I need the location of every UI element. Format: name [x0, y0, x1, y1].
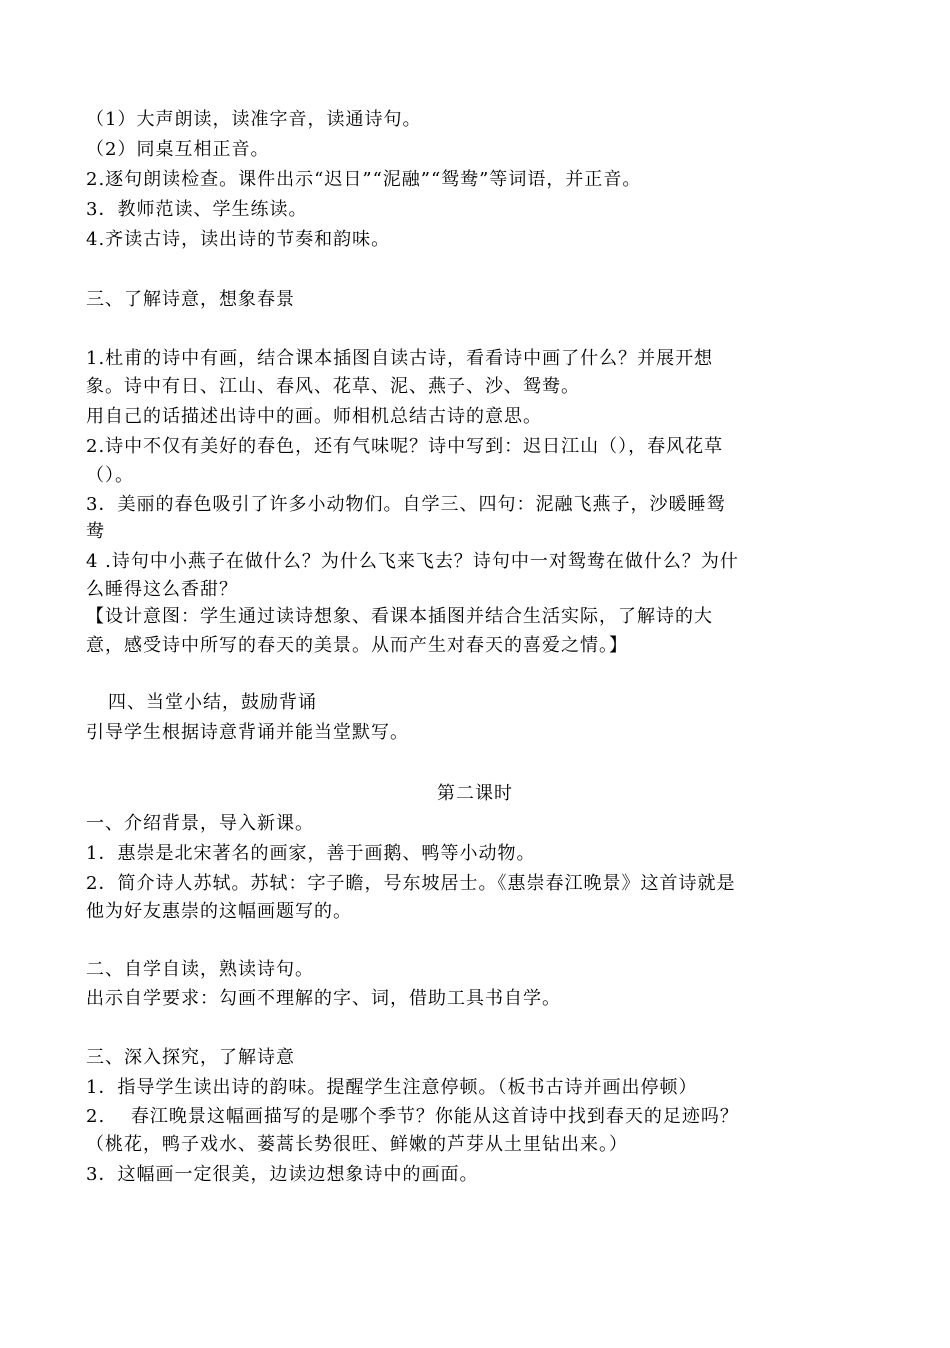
- text-line: 4.齐读古诗，读出诗的节奏和韵味。: [86, 229, 391, 250]
- text-line: 2．简介诗人苏轼。苏轼：字子瞻，号东坡居士。《惠崇春江晚景》这首诗就是: [86, 873, 736, 894]
- text-line: 3．这幅画一定很美，边读边想象诗中的画面。: [86, 1164, 479, 1185]
- text-line: 4 .诗句中小燕子在做什么？为什么飞来飞去？诗句中一对鸳鸯在做什么？为什: [86, 551, 739, 572]
- design-intent-line: 意，感受诗中所写的春天的美景。从而产生对春天的喜爱之情。】: [86, 635, 628, 656]
- text-line: 出示自学要求：勾画不理解的字、词，借助工具书自学。: [86, 988, 561, 1009]
- text-line: 2.逐句朗读检查。课件出示“迟日”“泥融”“鸳鸯”等词语，并正音。: [86, 169, 642, 190]
- section-heading: 三、了解诗意，想象春景: [86, 289, 295, 310]
- section-heading: 一、介绍背景，导入新课。: [86, 813, 314, 834]
- text-line: 1．指导学生读出诗的韵味。提醒学生注意停顿。（板书古诗并画出停顿）: [86, 1077, 698, 1098]
- text-line: 3．教师范读、学生练读。: [86, 199, 308, 220]
- text-line: （）。: [86, 465, 134, 486]
- lesson-title: 第二课时: [437, 783, 513, 804]
- section-heading: 四、当堂小结，鼓励背诵: [108, 692, 317, 713]
- text-line: 2. 春江晚景这幅画描写的是哪个季节？你能从这首诗中找到春天的足迹吗？: [86, 1106, 739, 1127]
- text-line: （桃花，鸭子戏水、蒌蒿长势很旺、鲜嫩的芦芽从土里钻出来。）: [86, 1134, 628, 1155]
- text-line: 1.杜甫的诗中有画，结合课本插图自读古诗，看看诗中画了什么？并展开想: [86, 348, 714, 369]
- text-line: 象。诗中有日、江山、春风、花草、泥、燕子、沙、鸳鸯。: [86, 376, 580, 397]
- text-line: 1．惠崇是北宋著名的画家，善于画鹅、鸭等小动物。: [86, 843, 536, 864]
- text-line: 用自己的话描述出诗中的画。师相机总结古诗的意思。: [86, 406, 542, 427]
- text-line: （1）大声朗读，读准字音，读通诗句。: [86, 109, 422, 130]
- text-line: 鸯: [86, 521, 105, 542]
- section-heading: 三、深入探究，了解诗意: [86, 1047, 295, 1068]
- text-line: 引导学生根据诗意背诵并能当堂默写。: [86, 722, 409, 743]
- text-line: （2）同桌互相正音。: [86, 139, 270, 160]
- text-line: 么睡得这么香甜？: [86, 579, 238, 600]
- design-intent-line: 【设计意图：学生通过读诗想象、看课本插图并结合生活实际，了解诗的大: [86, 606, 713, 627]
- text-line: 他为好友惠崇的这幅画题写的。: [86, 901, 352, 922]
- section-heading: 二、自学自读，熟读诗句。: [86, 959, 314, 980]
- text-line: 3．美丽的春色吸引了许多小动物们。自学三、四句：泥融飞燕子，沙暖睡鸳: [86, 494, 726, 515]
- text-line: 2.诗中不仅有美好的春色，还有气味呢？诗中写到：迟日江山（），春风花草: [86, 436, 724, 457]
